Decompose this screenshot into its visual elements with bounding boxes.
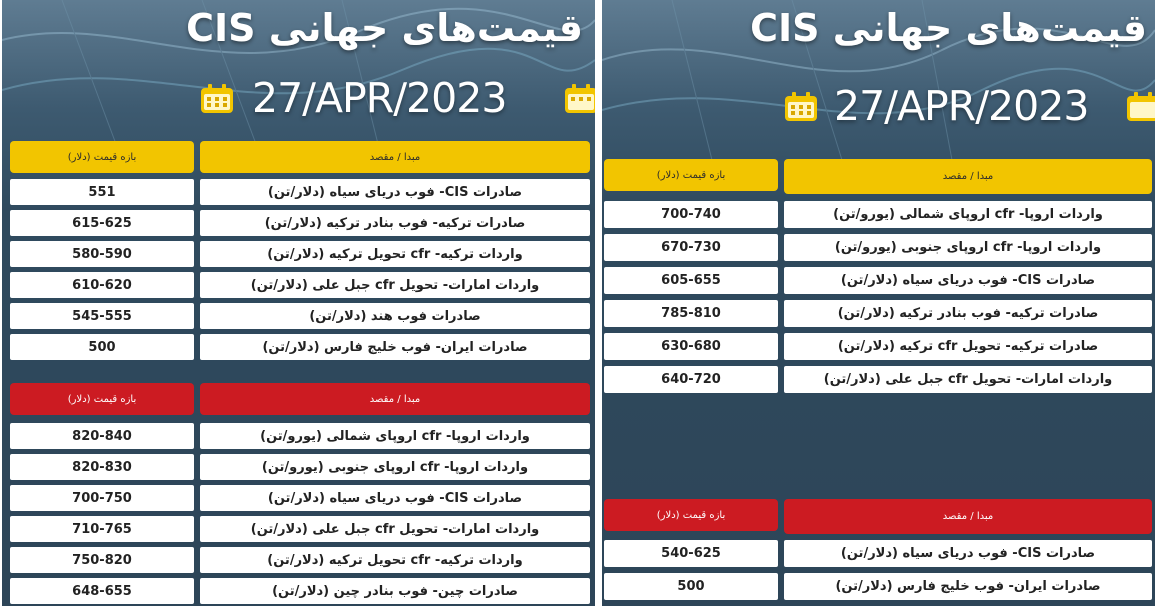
table-row (2, 272, 595, 298)
calendar-icon (564, 84, 595, 114)
table-row (2, 485, 595, 511)
price-cell: 670-730 (604, 234, 778, 261)
table-row (2, 303, 595, 329)
price-panel-right (602, 0, 1155, 606)
table-row (2, 241, 595, 267)
route-header: مبدا / مقصد (200, 383, 590, 415)
table-row (2, 179, 595, 205)
table-row (2, 578, 595, 604)
table-row (2, 334, 595, 360)
table-row (2, 454, 595, 480)
price-cell: 700-740 (604, 201, 778, 228)
route-cell: واردات اروپا- cfr اروپای جنوبی (یورو/تن) (784, 234, 1152, 261)
price-table-red (2, 423, 595, 606)
price-range-header: بازه قیمت (دلار) (10, 383, 194, 415)
table-row (602, 573, 1155, 600)
price-cell: 648-655 (10, 578, 194, 604)
route-header: مبدا / مقصد (784, 499, 1152, 534)
price-cell: 820-840 (10, 423, 194, 449)
route-cell: صادرات چین- فوب بنادر چین (دلار/تن) (200, 578, 590, 604)
price-range-header: بازه قیمت (دلار) (10, 141, 194, 173)
route-cell: صادرات CIS- فوب دریای سیاه (دلار/تن) (200, 485, 590, 511)
price-cell: 551 (10, 179, 194, 205)
route-cell: صادرات ترکیه- فوب بنادر ترکیه (دلار/تن) (784, 300, 1152, 327)
report-date: 27/APR/2023 (252, 74, 507, 122)
price-cell: 785-810 (604, 300, 778, 327)
price-table-yellow (2, 179, 595, 365)
table-row (602, 201, 1155, 228)
price-cell: 500 (10, 334, 194, 360)
route-cell: واردات امارات- تحویل cfr جبل علی (دلار/تن) (200, 272, 590, 298)
price-cell: 640-720 (604, 366, 778, 393)
calendar-icon (1126, 92, 1155, 122)
route-cell: صادرات ایران- فوب خلیج فارس (دلار/تن) (200, 334, 590, 360)
route-cell: واردات اروپا- cfr اروپای شمالی (یورو/تن) (784, 201, 1152, 228)
price-table-red (602, 540, 1155, 606)
price-range-header: بازه قیمت (دلار) (604, 159, 778, 191)
calendar-icon (784, 92, 818, 122)
table-row (602, 366, 1155, 393)
price-cell: 610-620 (10, 272, 194, 298)
route-cell: صادرات ترکیه- فوب بنادر ترکیه (دلار/تن) (200, 210, 590, 236)
route-cell: واردات ترکیه- cfr تحویل ترکیه (دلار/تن) (200, 547, 590, 573)
table-row (602, 333, 1155, 360)
route-cell: صادرات CIS- فوب دریای سیاه (دلار/تن) (200, 179, 590, 205)
price-cell: 700-750 (10, 485, 194, 511)
price-cell: 710-765 (10, 516, 194, 542)
price-cell: 540-625 (604, 540, 778, 567)
price-panel-left (2, 0, 595, 606)
route-cell: صادرات ایران- فوب خلیج فارس (دلار/تن) (784, 573, 1152, 600)
report-date: 27/APR/2023 (834, 82, 1089, 130)
price-cell: 820-830 (10, 454, 194, 480)
route-cell: واردات اروپا- cfr اروپای جنوبی (یورو/تن) (200, 454, 590, 480)
route-cell: صادرات CIS- فوب دریای سیاه (دلار/تن) (784, 267, 1152, 294)
table-row (2, 547, 595, 573)
price-cell: 545-555 (10, 303, 194, 329)
calendar-icon (200, 84, 234, 114)
price-range-header: بازه قیمت (دلار) (604, 499, 778, 531)
price-cell: 615-625 (10, 210, 194, 236)
table-row (602, 540, 1155, 567)
page-title: قیمت‌های جهانی CIS (186, 6, 583, 50)
route-cell: صادرات ترکیه- تحویل cfr ترکیه (دلار/تن) (784, 333, 1152, 360)
route-cell: صادرات فوب هند (دلار/تن) (200, 303, 590, 329)
table-row (2, 516, 595, 542)
price-table-yellow (602, 201, 1155, 399)
page-title: قیمت‌های جهانی CIS (750, 6, 1147, 50)
route-cell: واردات اروپا- cfr اروپای شمالی (یورو/تن) (200, 423, 590, 449)
table-row (2, 423, 595, 449)
table-row (602, 300, 1155, 327)
price-cell: 500 (604, 573, 778, 600)
route-cell: صادرات CIS- فوب دریای سیاه (دلار/تن) (784, 540, 1152, 567)
price-cell: 580-590 (10, 241, 194, 267)
table-row (2, 210, 595, 236)
route-header: مبدا / مقصد (200, 141, 590, 173)
table-row (602, 267, 1155, 294)
route-cell: واردات ترکیه- cfr تحویل ترکیه (دلار/تن) (200, 241, 590, 267)
table-row (602, 234, 1155, 261)
price-cell: 750-820 (10, 547, 194, 573)
route-header: مبدا / مقصد (784, 159, 1152, 194)
price-cell: 630-680 (604, 333, 778, 360)
route-cell: واردات امارات- تحویل cfr جبل علی (دلار/تن) (200, 516, 590, 542)
price-cell: 605-655 (604, 267, 778, 294)
route-cell: واردات امارات- تحویل cfr جبل علی (دلار/تن) (784, 366, 1152, 393)
